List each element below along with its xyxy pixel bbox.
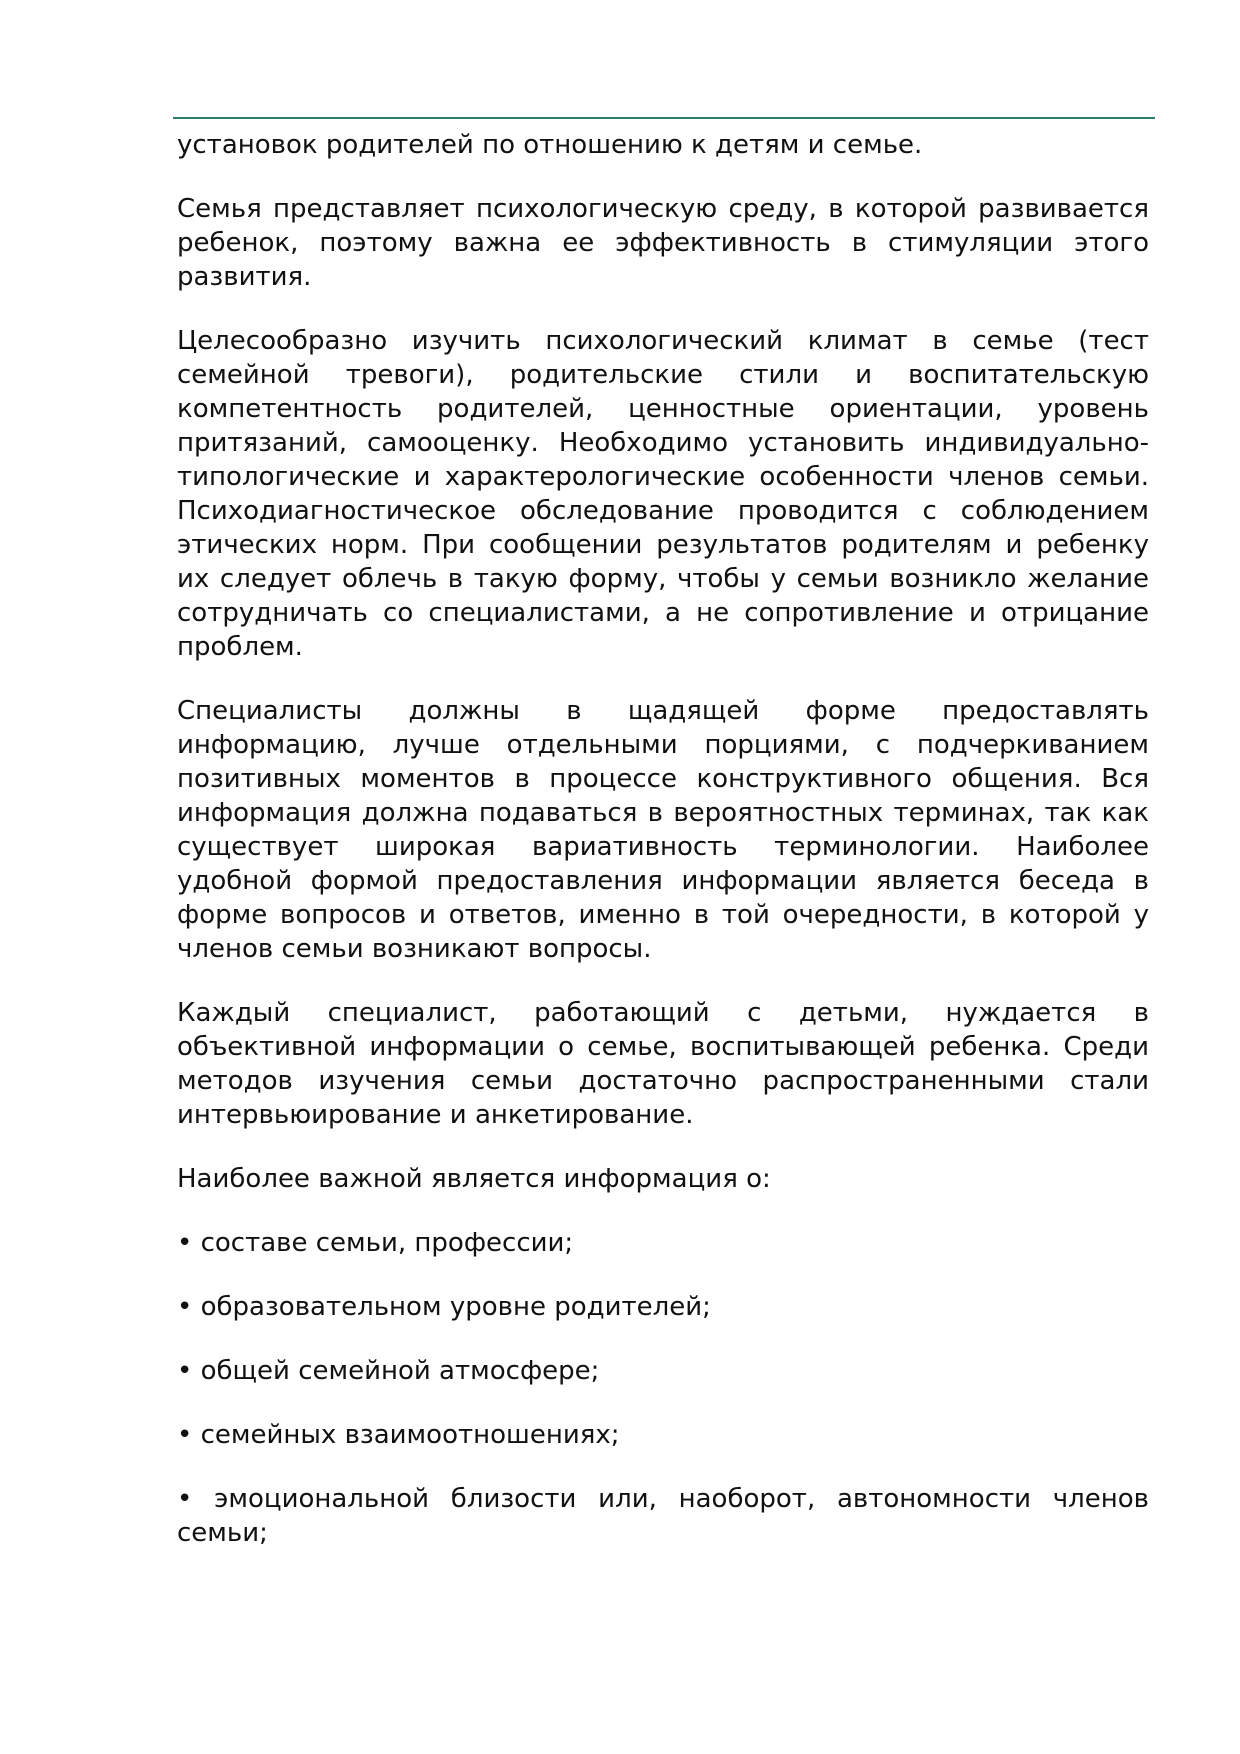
list-item: • образовательном уровне родителей; <box>177 1292 711 1322</box>
list-item: • составе семьи, профессии; <box>177 1228 574 1258</box>
paragraph: установок родителей по отношению к детям и семье. <box>177 130 923 160</box>
paragraph: Семья представляет психологическую среду, в которой развивается ребенок, поэтому важна ее эффективность в стимуляции этого развития. <box>177 194 1149 292</box>
list-item: • эмоциональной близости или, наоборот, автономности членов семьи; <box>177 1484 1149 1548</box>
document-body <box>177 128 1149 1580</box>
paragraph: Каждый специалист, работающий с детьми, нуждается в объективной информации о семье, воспитывающей ребенка. Среди методов изучения семьи достаточно распространенными стали интервьюирование и анкетирование. <box>177 998 1149 1130</box>
list-item: • общей семейной атмосфере; <box>177 1356 600 1386</box>
list-item: • семейных взаимоотношениях; <box>177 1420 620 1450</box>
list-intro: Наиболее важной является информация о: <box>177 1164 771 1194</box>
paragraph: Специалисты должны в щадящей форме предоставлять информацию, лучше отдельными порциями, с подчеркиванием позитивных моментов в процессе конструктивного общения. Вся информация должна подаваться в вероятностных терминах, так как существует широкая вариативность терминологии. Наиболее удобной формой предоставления информации является беседа в форме вопросов и ответов, именно в той очередности, в которой у членов семьи возникают вопросы. <box>177 696 1149 964</box>
header-rule <box>173 117 1155 119</box>
paragraph: Целесообразно изучить психологический климат в семье (тест семейной тревоги), родительские стили и воспитательскую компетентность родителей, ценностные ориентации, уровень притязаний, самооценку. Необходимо установить индивидуально-типологические и характерологические особенности членов семьи. Психодиагностическое обследование проводится с соблюдением этических норм. При сообщении результатов родителям и ребенку их следует облечь в такую форму, чтобы у семьи возникло желание сотрудничать со специалистами, а не сопротивление и отрицание проблем. <box>177 326 1149 662</box>
